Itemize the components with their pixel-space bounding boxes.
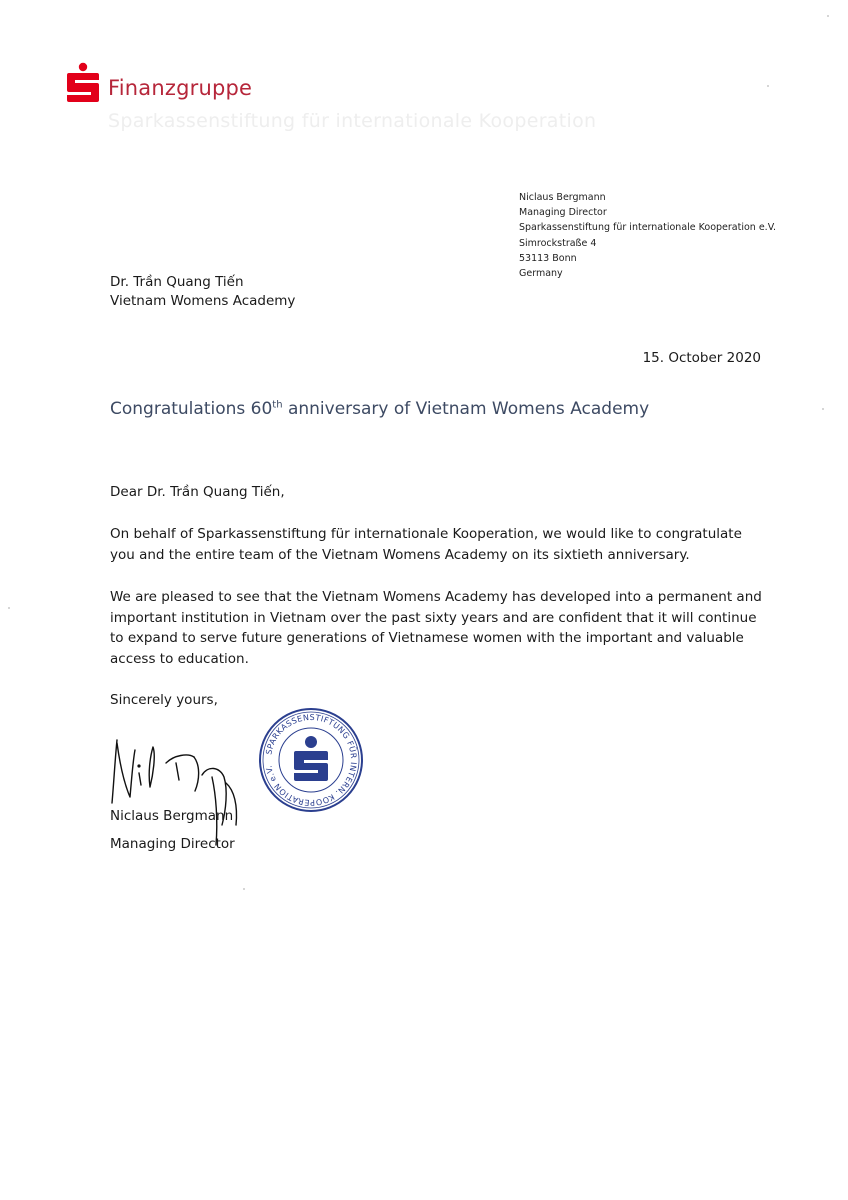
recipient-organization: Vietnam Womens Academy <box>110 293 296 309</box>
subject-ordinal-suffix: th <box>272 399 283 411</box>
subject-text-end: anniversary of Vietnam Womens Academy <box>282 399 650 419</box>
subject-text-start: Congratulations 60 <box>110 399 273 419</box>
brand-name: Finanzgruppe <box>108 76 253 100</box>
scan-speck <box>822 408 824 410</box>
sender-organization: Sparkassenstiftung für internationale Kooperation e.V. <box>519 222 777 234</box>
signer-block <box>110 802 235 858</box>
stamp-ring-text: SPARKASSENSTIFTUNG FÜR INTERN. KOOPERATION e.V. <box>264 712 359 808</box>
recipient-address <box>110 273 295 311</box>
closing: Sincerely yours, <box>110 692 218 708</box>
scan-speck <box>8 607 10 609</box>
stamp-sparkasse-icon <box>294 736 328 781</box>
signer-title: Managing Director <box>110 836 235 852</box>
official-stamp <box>258 707 364 813</box>
sender-title: Managing Director <box>519 207 607 219</box>
scan-speck <box>827 15 829 17</box>
sparkasse-logo-icon <box>66 62 100 104</box>
body-paragraph: We are pleased to see that the Vietnam Womens Academy has developed into a permanent and important institution in Vietnam over the past sixty years and are confident that it will continue to expand to serve future generations of Vietnamese women with the important and valuable access to education. <box>110 589 762 667</box>
sender-address <box>519 190 776 281</box>
brand-subtitle: Sparkassenstiftung für internationale Kooperation <box>108 110 597 132</box>
recipient-name: Dr. Trần Quang Tiến <box>110 274 244 290</box>
sender-country: Germany <box>519 268 563 280</box>
salutation: Dear Dr. Trần Quang Tiến, <box>110 484 285 500</box>
body-paragraph: On behalf of Sparkassenstiftung für internationale Kooperation, we would like to congratulate you and the entire team of the Vietnam Womens Academy on its sixtieth anniversary. <box>110 526 742 563</box>
scan-speck <box>243 888 245 890</box>
sender-street: Simrockstraße 4 <box>519 237 597 249</box>
letter-subject <box>110 399 649 419</box>
sender-name: Niclaus Bergmann <box>519 192 606 203</box>
scan-speck <box>767 85 769 87</box>
letter-date: 15. October 2020 <box>642 350 761 366</box>
sender-city: 53113 Bonn <box>519 252 577 264</box>
signer-name: Niclaus Bergmann <box>110 808 234 824</box>
